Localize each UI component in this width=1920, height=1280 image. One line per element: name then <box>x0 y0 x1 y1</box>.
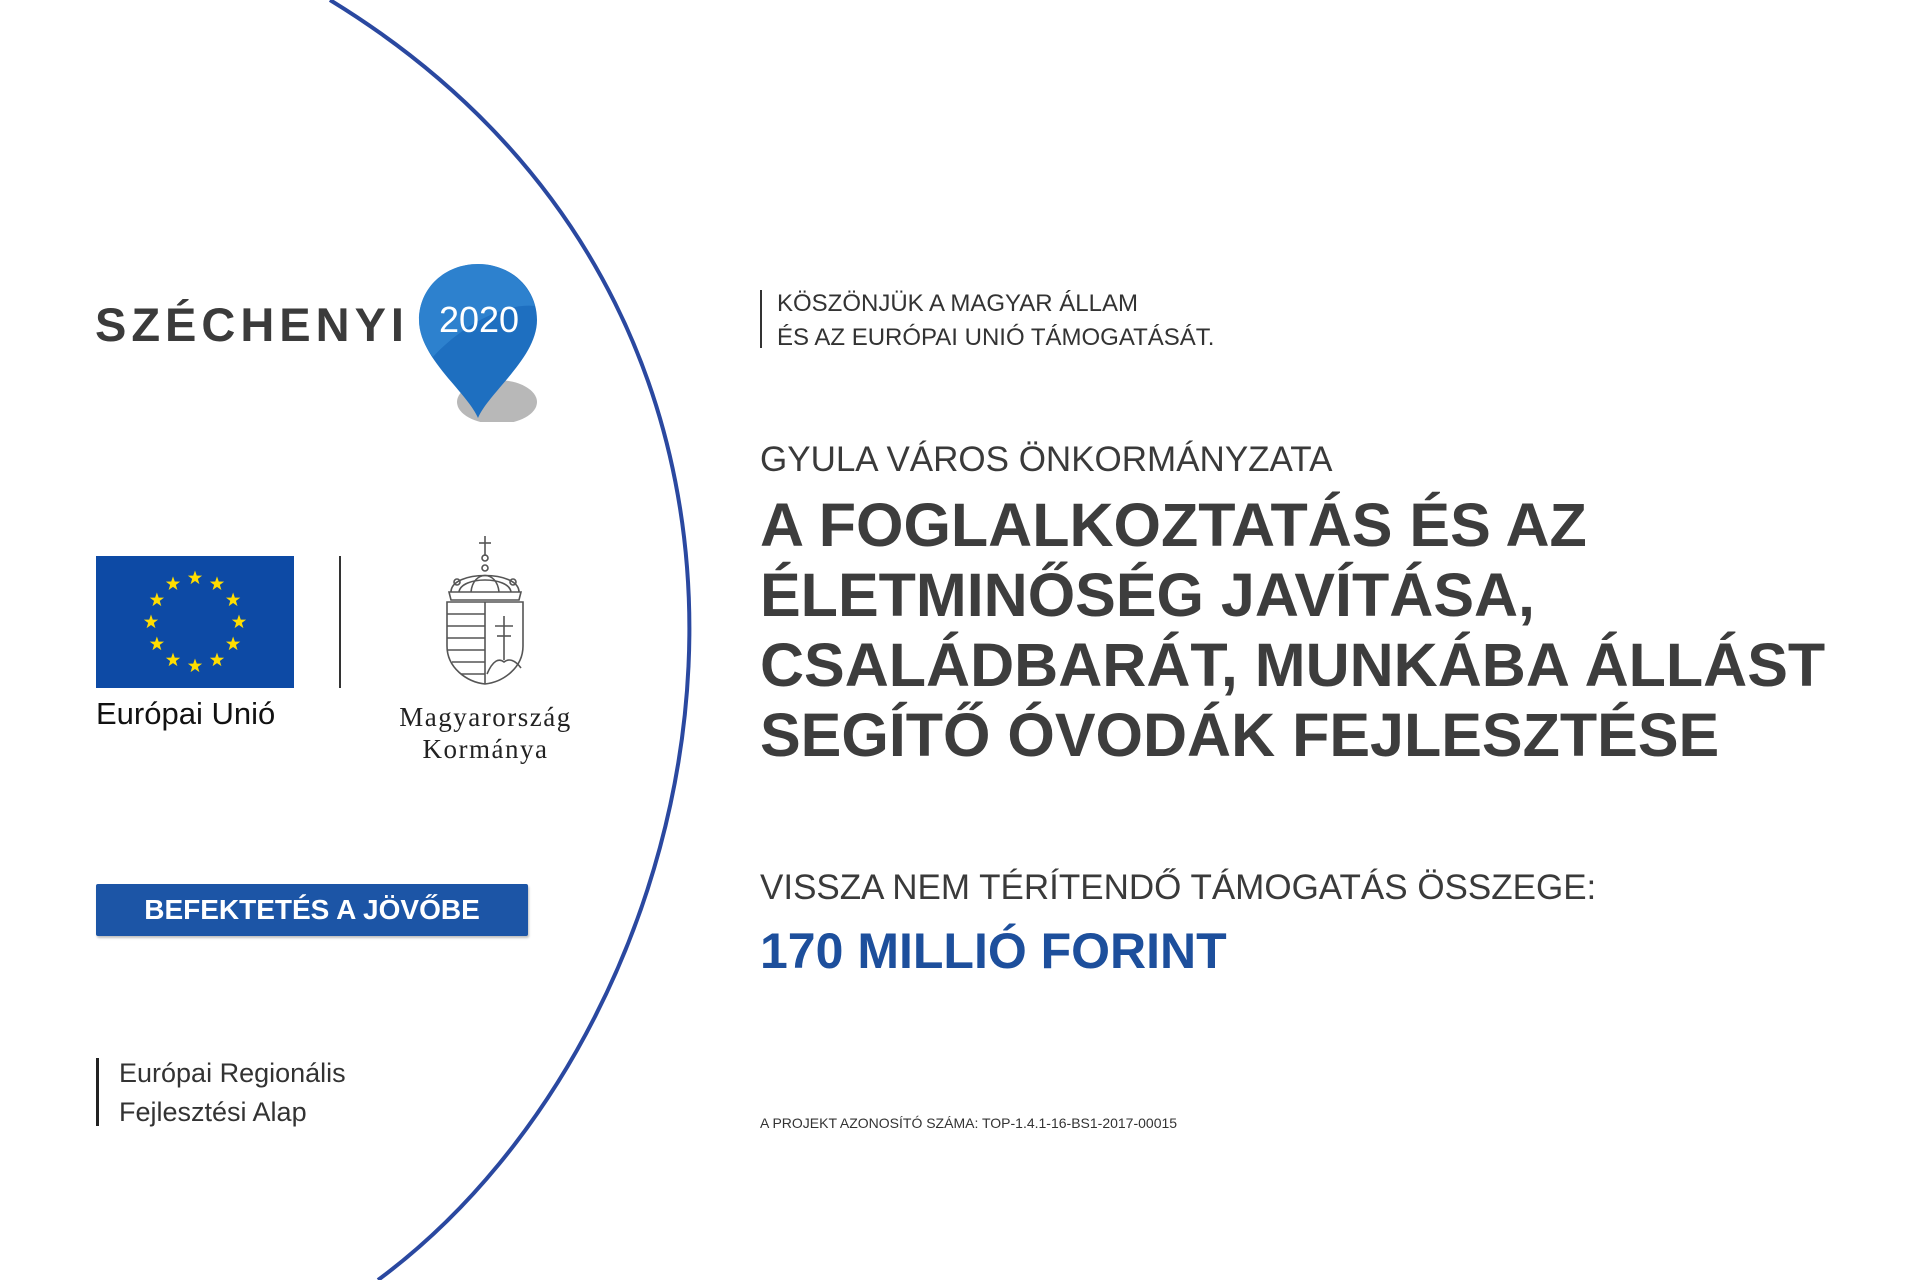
year-label: 2020 <box>438 299 520 340</box>
szechenyi-wordmark: SZÉCHENYI <box>95 298 409 351</box>
eu-flag <box>96 556 294 688</box>
fund-label-line2: Fejlesztési Alap <box>119 1097 307 1127</box>
project-title-line: CSALÁDBARÁT, MUNKÁBA ÁLLÁST <box>760 631 1826 699</box>
project-title <box>760 490 1900 770</box>
eu-label: Európai Unió <box>96 696 276 731</box>
eu-star-icon <box>232 615 246 629</box>
eu-star-icon <box>150 637 164 651</box>
eu-star-icon <box>188 571 202 585</box>
beneficiary-name: GYULA VÁROS ÖNKORMÁNYZATA <box>760 440 1333 479</box>
eu-star-icon <box>166 576 180 590</box>
investment-badge: BEFEKTETÉS A JÖVŐBE <box>96 884 528 936</box>
project-id: A PROJEKT AZONOSÍTÓ SZÁMA: TOP-1.4.1-16-BS1-2017-00015 <box>760 1115 1178 1131</box>
eu-star-icon <box>144 615 158 629</box>
thanks-line2: ÉS AZ EURÓPAI UNIÓ TÁMOGATÁSÁT. <box>777 324 1215 351</box>
eu-star-icon <box>226 637 240 651</box>
hungarian-coat-of-arms-icon <box>437 534 533 686</box>
thanks-line1: KÖSZÖNJÜK A MAGYAR ÁLLAM <box>777 290 1138 317</box>
project-title-line: SEGÍTŐ ÓVODÁK FEJLESZTÉSE <box>760 701 1720 769</box>
thanks-divider <box>760 290 762 348</box>
eu-star-icon <box>166 653 180 667</box>
project-title-line: ÉLETMINŐSÉG JAVÍTÁSA, <box>760 561 1536 629</box>
eu-star-icon <box>210 653 224 667</box>
fund-label-line1: Európai Regionális <box>119 1058 346 1088</box>
grant-amount: 170 MILLIÓ FORINT <box>760 923 1227 979</box>
government-label-line2: Kormánya <box>422 734 549 764</box>
grant-label: VISSZA NEM TÉRÍTENDŐ TÁMOGATÁS ÖSSZEGE: <box>760 868 1597 907</box>
project-title-line: A FOGLALKOZTATÁS ÉS AZ <box>760 491 1587 559</box>
location-pin-icon <box>415 262 541 422</box>
eu-stars-icon <box>96 556 294 688</box>
eu-star-icon <box>150 593 164 607</box>
eu-star-icon <box>226 593 240 607</box>
fund-divider <box>96 1058 99 1126</box>
eu-star-icon <box>188 659 202 673</box>
government-label-line1: Magyarország <box>399 702 572 732</box>
eu-star-icon <box>210 576 224 590</box>
logo-divider <box>339 556 341 688</box>
